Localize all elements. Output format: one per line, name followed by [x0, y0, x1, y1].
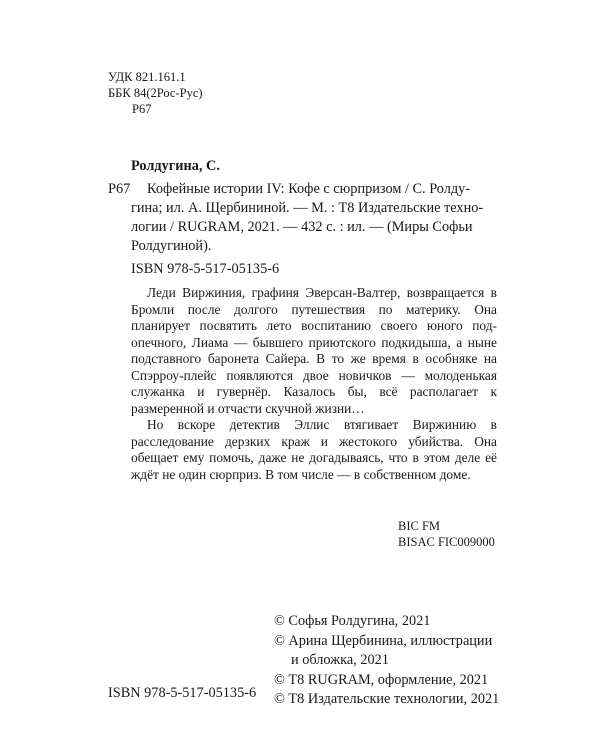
copyright-block	[274, 612, 524, 710]
copyright-line: © Т8 Издательские технологии, 2021	[274, 691, 500, 707]
description-line: гина; ил. А. Щербининой. — М. : Т8 Издательские техно-	[131, 200, 484, 216]
annotation-paragraph: Леди Виржиния, графиня Эверсан-Валтер, возвращается в Бромли после долгого путешествия по материку. Она планирует посвятить лето воспитанию своего юного под-опечного, Лиама — бывшего приютского подкидыша, а ныне подставного баронета Сайера. В то же время в особняке на Спэрроу-плейс появляются двое новичков — молоденькая служанка и гувернёр. Казалось бы, всё располагает к размеренной и отчасти скучной жизни…	[131, 285, 497, 416]
description-line: логии / RUGRAM, 2021. — 432 с. : ил. — (Миры Софьи	[131, 219, 473, 235]
bisac-code: BISAC FIC009000	[398, 535, 495, 549]
copyright-line: © Софья Ролдугина, 2021	[274, 613, 431, 629]
annotation	[131, 285, 497, 483]
description-line: Кофейные истории IV: Кофе с сюрпризом / С. Ролду-	[147, 181, 471, 197]
copyright-line: © Арина Щербинина, иллюстрации	[274, 632, 493, 649]
bbk-code: ББК 84(2Рос-Рус)	[108, 86, 203, 100]
description-line: Ролдугиной).	[131, 238, 212, 254]
author-mark: Р67	[132, 102, 152, 116]
footer-isbn: ISBN 978-5-517-05135-6	[108, 685, 257, 701]
bic-code: BIC FM	[398, 519, 441, 533]
annotation-paragraph: Но вскоре детектив Эллис втягивает Виржинию в расследование дерзких краж и жестокого убийства. Она обещает ему помочь, даже не догадываясь, что в этом деле её ждёт не один сюрприз. В том числе — в собственном доме.	[131, 417, 497, 482]
author-heading: Ролдугина, С.	[131, 158, 220, 174]
catalog-isbn: ISBN 978-5-517-05135-6	[131, 261, 280, 277]
author-mark-margin: Р67	[108, 181, 131, 197]
copyright-line: © Т8 RUGRAM, оформление, 2021	[274, 671, 489, 688]
udk-code: УДК 821.161.1	[108, 70, 186, 84]
copyright-line: и обложка, 2021	[291, 652, 389, 668]
